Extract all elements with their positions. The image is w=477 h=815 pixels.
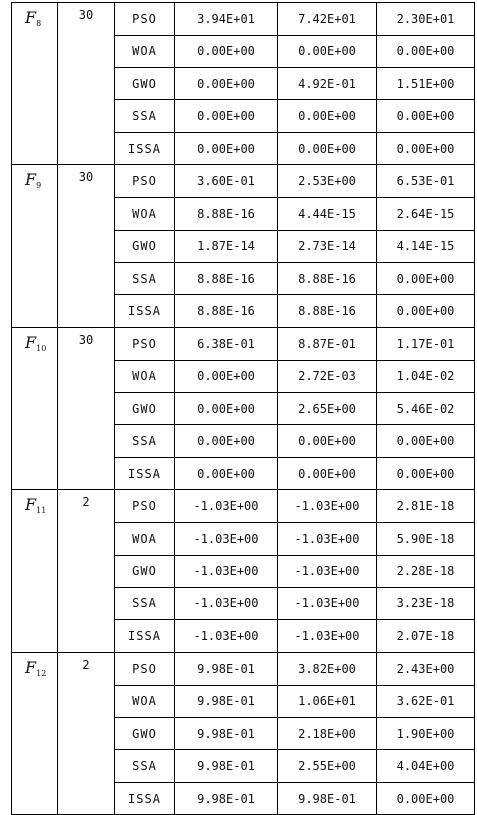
algorithm-cell: WOA [115,523,175,555]
dimension-cell [58,132,115,165]
value-cell-3: 0.00E+00 [377,457,475,490]
value-cell-1: 0.00E+00 [175,68,278,100]
dimension-cell: 2 [58,652,115,685]
algorithm-cell: ISSA [115,457,175,490]
value-cell-3: 4.04E+00 [377,750,475,782]
algorithm-cell: ISSA [115,620,175,653]
table-row [12,620,475,653]
dimension-cell [58,35,115,67]
algorithm-cell: ISSA [115,132,175,165]
dimension-cell [58,457,115,490]
value-cell-1: 0.00E+00 [175,393,278,425]
table-row [12,100,475,132]
function-name [25,8,41,27]
table-row [12,750,475,782]
value-cell-2: 2.65E+00 [278,393,377,425]
table-row [12,587,475,619]
value-cell-1: 0.00E+00 [175,425,278,457]
function-cell [12,782,58,815]
value-cell-2: 4.92E-01 [278,68,377,100]
dimension-cell [58,425,115,457]
value-cell-1: -1.03E+00 [175,587,278,619]
dimension-cell [58,587,115,619]
dimension-cell [58,100,115,132]
value-cell-1: 8.88E-16 [175,262,278,294]
algorithm-cell: PSO [115,327,175,360]
function-cell [12,3,58,36]
value-cell-1: -1.03E+00 [175,490,278,523]
value-cell-1: 0.00E+00 [175,360,278,392]
dimension-cell: 30 [58,165,115,198]
value-cell-3: 0.00E+00 [377,100,475,132]
dimension-cell [58,523,115,555]
function-cell [12,523,58,555]
function-cell [12,718,58,750]
value-cell-3: 6.53E-01 [377,165,475,198]
function-subscript: 9 [36,181,42,191]
algorithm-cell: PSO [115,3,175,36]
table-row [12,457,475,490]
algorithm-cell: PSO [115,652,175,685]
value-cell-2: -1.03E+00 [278,523,377,555]
algorithm-cell: GWO [115,393,175,425]
function-cell [12,35,58,67]
table-row [12,295,475,328]
function-cell [12,295,58,328]
algorithm-cell: WOA [115,35,175,67]
value-cell-1: 9.98E-01 [175,652,278,685]
dimension-cell [58,360,115,392]
function-cell [12,750,58,782]
value-cell-1: 0.00E+00 [175,132,278,165]
value-cell-2: 9.98E-01 [278,782,377,815]
function-cell [12,457,58,490]
value-cell-2: 0.00E+00 [278,457,377,490]
value-cell-1: 9.98E-01 [175,750,278,782]
algorithm-cell: GWO [115,718,175,750]
function-cell [12,555,58,587]
value-cell-2: 1.06E+01 [278,685,377,717]
algorithm-cell: SSA [115,100,175,132]
table-row [12,685,475,717]
function-name [25,495,46,514]
function-cell [12,360,58,392]
function-letter: F [25,332,37,352]
function-letter: F [25,657,37,677]
dimension-cell [58,198,115,230]
value-cell-2: 2.55E+00 [278,750,377,782]
value-cell-2: -1.03E+00 [278,587,377,619]
table-row [12,393,475,425]
value-cell-3: 5.90E-18 [377,523,475,555]
dimension-cell [58,620,115,653]
function-subscript: 10 [36,343,47,353]
value-cell-2: 0.00E+00 [278,425,377,457]
table-row [12,782,475,815]
value-cell-2: 2.73E-14 [278,230,377,262]
value-cell-1: 6.38E-01 [175,327,278,360]
algorithm-cell: WOA [115,360,175,392]
algorithm-cell: WOA [115,198,175,230]
value-cell-1: 3.94E+01 [175,3,278,36]
value-cell-3: 1.51E+00 [377,68,475,100]
function-letter: F [25,170,37,190]
value-cell-3: 3.23E-18 [377,587,475,619]
algorithm-cell: GWO [115,230,175,262]
dimension-cell [58,393,115,425]
value-cell-1: -1.03E+00 [175,555,278,587]
value-cell-1: 9.98E-01 [175,685,278,717]
value-cell-2: -1.03E+00 [278,620,377,653]
table-row [12,652,475,685]
dimension-cell: 30 [58,327,115,360]
value-cell-2: 8.88E-16 [278,262,377,294]
algorithm-cell: SSA [115,425,175,457]
function-cell [12,620,58,653]
value-cell-3: 0.00E+00 [377,782,475,815]
value-cell-2: -1.03E+00 [278,490,377,523]
table-row [12,490,475,523]
dimension-cell [58,68,115,100]
function-letter: F [25,495,37,515]
value-cell-3: 5.46E-02 [377,393,475,425]
value-cell-3: 4.14E-15 [377,230,475,262]
value-cell-3: 0.00E+00 [377,132,475,165]
table-row [12,132,475,165]
results-body [12,3,475,815]
value-cell-1: 3.60E-01 [175,165,278,198]
dimension-cell [58,555,115,587]
algorithm-cell: SSA [115,587,175,619]
value-cell-1: 1.87E-14 [175,230,278,262]
function-cell [12,198,58,230]
function-cell [12,68,58,100]
function-cell [12,132,58,165]
function-cell [12,490,58,523]
function-cell [12,685,58,717]
dimension-cell [58,782,115,815]
value-cell-3: 0.00E+00 [377,425,475,457]
algorithm-cell: SSA [115,262,175,294]
value-cell-3: 0.00E+00 [377,295,475,328]
table-row [12,68,475,100]
function-letter: F [25,8,37,27]
table-row [12,3,475,36]
function-cell [12,262,58,294]
function-cell [12,327,58,360]
table-row [12,230,475,262]
table-row [12,523,475,555]
function-cell [12,587,58,619]
value-cell-2: 7.42E+01 [278,3,377,36]
algorithm-cell: ISSA [115,295,175,328]
value-cell-3: 1.90E+00 [377,718,475,750]
value-cell-2: 0.00E+00 [278,132,377,165]
dimension-cell [58,230,115,262]
value-cell-2: 0.00E+00 [278,35,377,67]
dimension-cell [58,750,115,782]
value-cell-3: 1.04E-02 [377,360,475,392]
table-row [12,327,475,360]
table-row [12,718,475,750]
value-cell-2: 3.82E+00 [278,652,377,685]
function-cell [12,393,58,425]
value-cell-3: 0.00E+00 [377,262,475,294]
algorithm-cell: GWO [115,68,175,100]
value-cell-2: 8.87E-01 [278,327,377,360]
dimension-cell [58,295,115,328]
function-cell [12,100,58,132]
value-cell-2: 2.53E+00 [278,165,377,198]
algorithm-cell: ISSA [115,782,175,815]
value-cell-3: 2.43E+00 [377,652,475,685]
value-cell-3: 0.00E+00 [377,35,475,67]
table-row [12,360,475,392]
value-cell-3: 2.28E-18 [377,555,475,587]
function-subscript: 8 [36,19,42,28]
function-subscript: 11 [36,506,47,516]
value-cell-3: 1.17E-01 [377,327,475,360]
value-cell-1: 0.00E+00 [175,100,278,132]
value-cell-1: 9.98E-01 [175,718,278,750]
function-cell [12,652,58,685]
table-row [12,198,475,230]
value-cell-1: -1.03E+00 [175,523,278,555]
table-row [12,425,475,457]
value-cell-2: 4.44E-15 [278,198,377,230]
table-row [12,262,475,294]
function-cell [12,230,58,262]
value-cell-1: -1.03E+00 [175,620,278,653]
dimension-cell [58,718,115,750]
function-name [25,333,46,352]
algorithm-cell: SSA [115,750,175,782]
value-cell-1: 0.00E+00 [175,457,278,490]
dimension-cell: 30 [58,3,115,36]
value-cell-2: 8.88E-16 [278,295,377,328]
table-row [12,555,475,587]
algorithm-cell: GWO [115,555,175,587]
value-cell-3: 2.81E-18 [377,490,475,523]
algorithm-cell: WOA [115,685,175,717]
value-cell-1: 0.00E+00 [175,35,278,67]
function-name [25,170,41,189]
function-subscript: 12 [36,668,47,678]
function-cell [12,165,58,198]
value-cell-2: 2.72E-03 [278,360,377,392]
algorithm-cell: PSO [115,490,175,523]
function-cell [12,425,58,457]
value-cell-3: 3.62E-01 [377,685,475,717]
value-cell-3: 2.64E-15 [377,198,475,230]
function-name [25,658,46,677]
dimension-cell: 2 [58,490,115,523]
results-table [11,2,475,815]
value-cell-2: 0.00E+00 [278,100,377,132]
value-cell-1: 8.88E-16 [175,295,278,328]
value-cell-1: 9.98E-01 [175,782,278,815]
algorithm-cell: PSO [115,165,175,198]
dimension-cell [58,685,115,717]
table-row [12,165,475,198]
value-cell-3: 2.07E-18 [377,620,475,653]
table-row [12,35,475,67]
value-cell-2: -1.03E+00 [278,555,377,587]
dimension-cell [58,262,115,294]
value-cell-2: 2.18E+00 [278,718,377,750]
value-cell-3: 2.30E+01 [377,3,475,36]
value-cell-1: 8.88E-16 [175,198,278,230]
